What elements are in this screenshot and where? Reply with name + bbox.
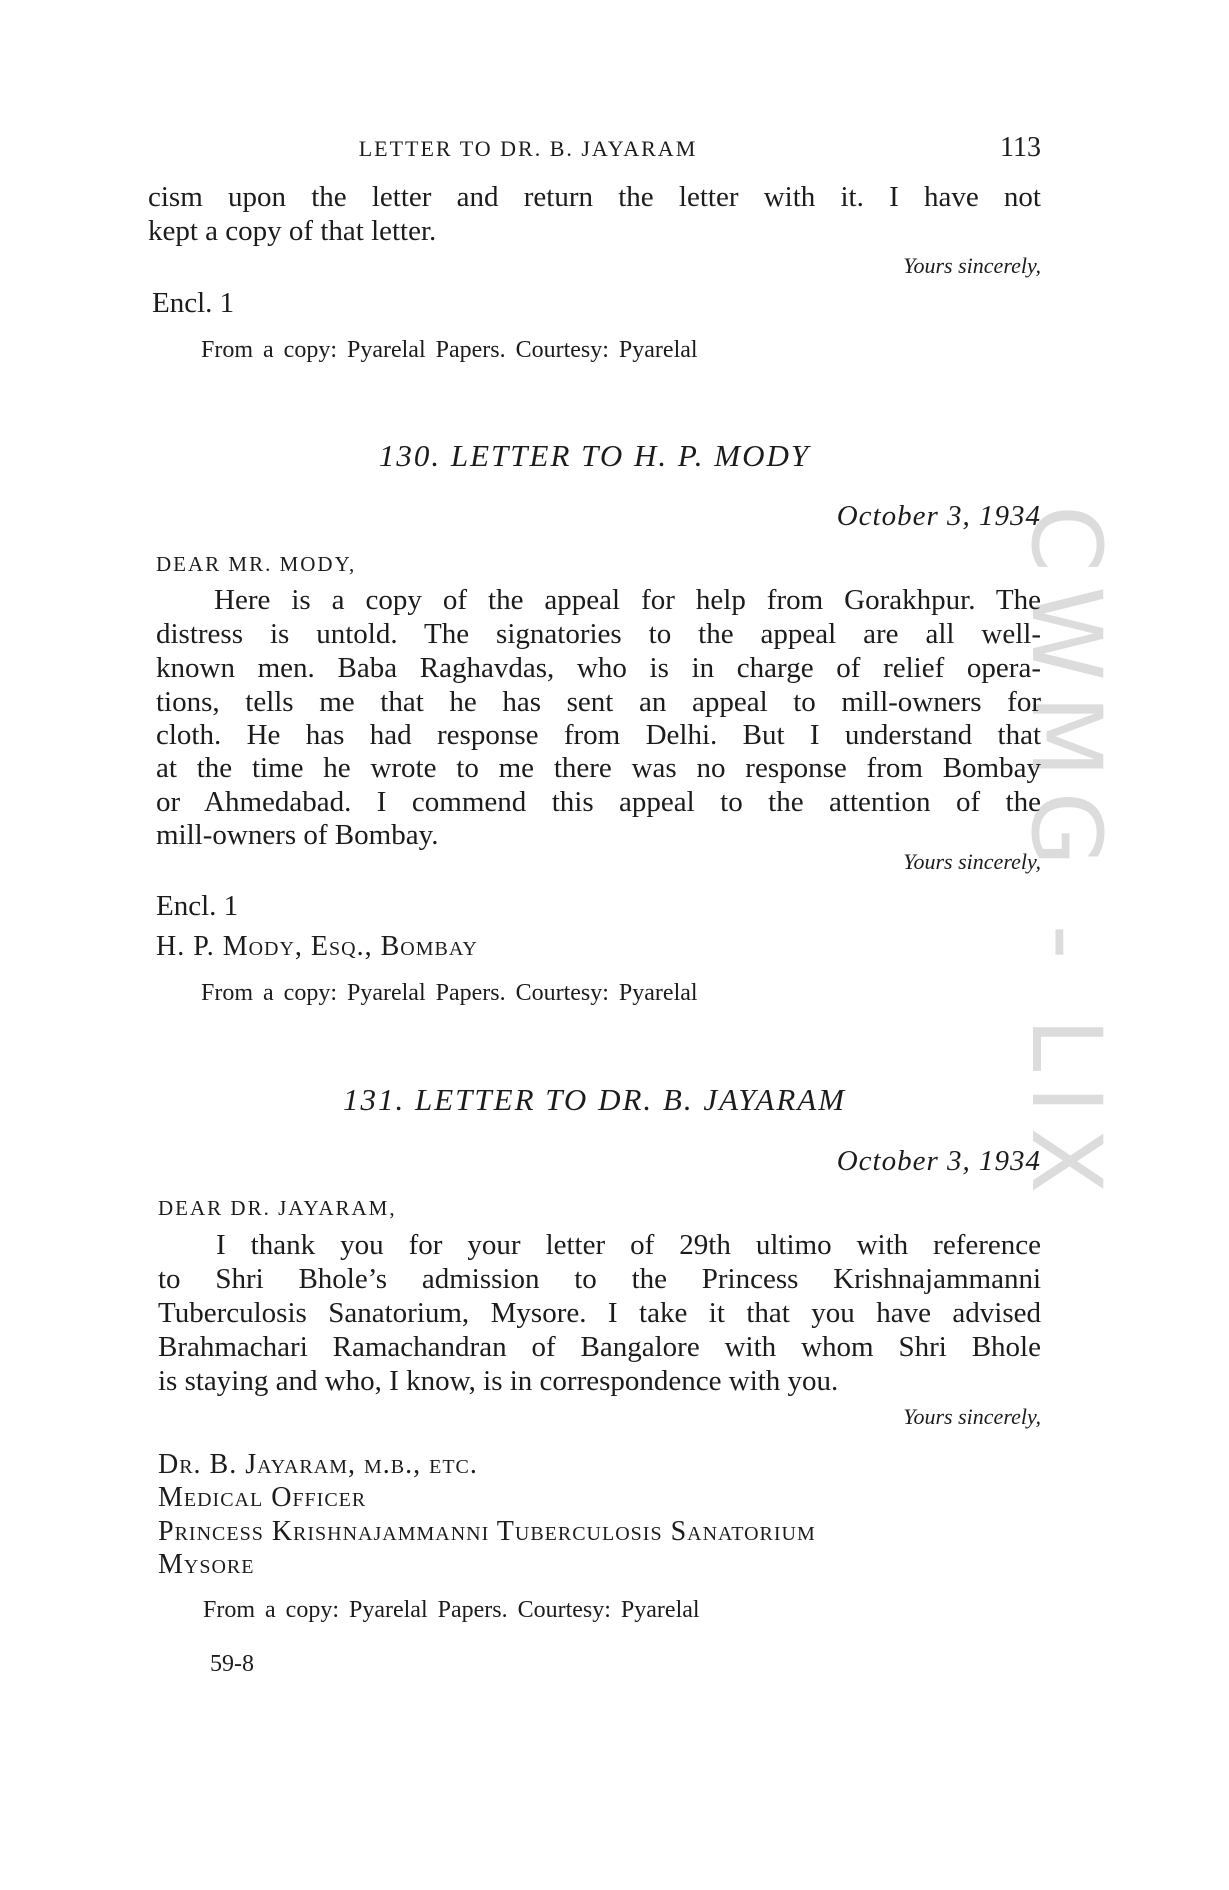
letter-line: or Ahmedabad. I commend this appeal to the attention of the — [156, 786, 1041, 818]
header-title: LETTER TO DR. B. JAYARAM — [358, 136, 698, 161]
recipient-address-line: Medical Officer — [158, 1482, 367, 1513]
enclosure-note: Encl. 1 — [156, 890, 239, 922]
source-note: From a copy: Pyarelal Papers. Courtesy: Pyarelal — [203, 1597, 700, 1623]
closing-salutation: Yours sincerely, — [903, 849, 1041, 874]
continuation-line-1: cism upon the letter and return the letter with it. I have not — [148, 181, 1041, 213]
letter-line: is staying and who, I know, is in correspondence with you. — [158, 1365, 839, 1397]
enclosure-note: Encl. 1 — [152, 287, 235, 319]
letter-line: I thank you for your letter of 29th ultimo with reference — [216, 1229, 1041, 1261]
letter-date: October 3, 1934 — [836, 1145, 1041, 1177]
letter-line: at the time he wrote to me there was no response from Bombay — [156, 752, 1041, 784]
recipient-address: H. P. Mody, Esq., Bombay — [156, 931, 478, 962]
letter-line: Here is a copy of the appeal for help from Gorakhpur. The — [214, 584, 1041, 616]
closing-salutation: Yours sincerely, — [903, 253, 1041, 278]
salutation: DEAR DR. JAYARAM, — [158, 1196, 397, 1220]
letter-heading: 130. LETTER TO H. P. MODY — [378, 438, 811, 473]
letter-line: known men. Baba Raghavdas, who is in charge of relief opera- — [156, 652, 1041, 684]
recipient-address-line: Princess Krishnajammanni Tuberculosis Sanatorium — [158, 1516, 816, 1547]
closing-salutation: Yours sincerely, — [903, 1404, 1041, 1429]
watermark: CWMG - LIX — [1010, 505, 1122, 1208]
recipient-address-line: Dr. B. Jayaram, m.b., etc. — [158, 1449, 478, 1480]
running-header — [148, 132, 1041, 168]
letter-line: cloth. He has had response from Delhi. But I understand that — [156, 719, 1041, 751]
letter-date: October 3, 1934 — [836, 500, 1041, 532]
page-number: 113 — [1000, 132, 1041, 163]
letter-heading: 131. LETTER TO DR. B. JAYARAM — [342, 1082, 847, 1117]
signature-folio: 59-8 — [210, 1651, 254, 1677]
letter-line: mill-owners of Bombay. — [156, 819, 439, 851]
source-note: From a copy: Pyarelal Papers. Courtesy: Pyarelal — [201, 337, 698, 363]
letter-line: Brahmachari Ramachandran of Bangalore with whom Shri Bhole — [158, 1331, 1041, 1363]
salutation: DEAR MR. MODY, — [156, 552, 357, 576]
letter-line: to Shri Bhole’s admission to the Princess Krishnajammanni — [158, 1263, 1041, 1295]
letter-line: distress is untold. The signatories to the appeal are all well- — [156, 618, 1041, 650]
letter-line: tions, tells me that he has sent an appeal to mill-owners for — [156, 686, 1041, 718]
letter-line: Tuberculosis Sanatorium, Mysore. I take it that you have advised — [158, 1297, 1041, 1329]
source-note: From a copy: Pyarelal Papers. Courtesy: Pyarelal — [201, 980, 698, 1006]
continuation-line-2: kept a copy of that letter. — [148, 215, 437, 247]
recipient-address-line: Mysore — [158, 1549, 255, 1580]
